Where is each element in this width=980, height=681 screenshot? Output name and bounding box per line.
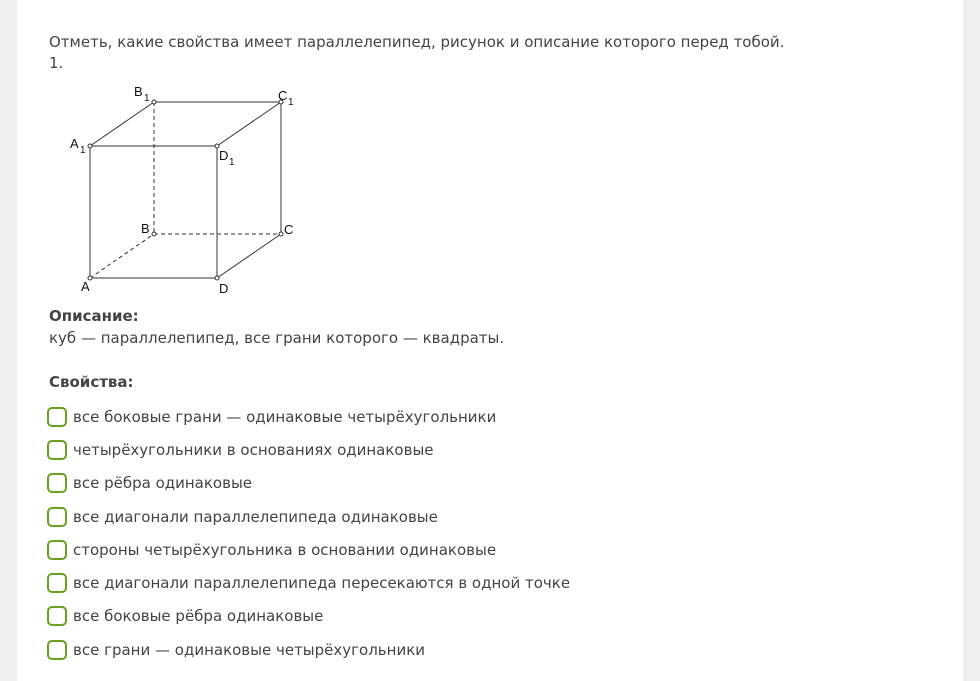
vertex-b (152, 232, 156, 236)
vertex-a1 (88, 144, 92, 148)
option-row[interactable] (47, 638, 425, 662)
label-c1-sub: 1 (288, 97, 294, 108)
description-label: Описание: (49, 307, 139, 325)
option-label: все диагонали параллелепипеда одинаковые (73, 507, 438, 526)
edge-dc (217, 234, 281, 278)
option-label: стороны четырёхугольника в основании одинаковые (73, 540, 497, 559)
option-row[interactable] (47, 604, 323, 628)
checkbox[interactable] (47, 440, 67, 460)
checkbox[interactable] (47, 407, 67, 427)
option-row[interactable] (47, 471, 252, 495)
checkbox[interactable] (47, 473, 67, 493)
option-label: все рёбра одинаковые (73, 473, 253, 492)
checkbox[interactable] (47, 540, 67, 560)
vertex-d (215, 276, 219, 280)
option-label: все диагонали параллелепипеда пересекаются в одной точке (73, 573, 571, 592)
label-c: C (284, 222, 294, 237)
checkbox[interactable] (47, 507, 67, 527)
option-label: все грани — одинаковые четырёхугольники (73, 640, 426, 659)
option-row[interactable] (47, 505, 438, 529)
label-d1-sub: 1 (229, 157, 235, 168)
option-row[interactable] (47, 538, 496, 562)
checkbox[interactable] (47, 573, 67, 593)
label-b: B (141, 221, 150, 236)
label-d1: D (219, 148, 229, 163)
label-c1: C (278, 88, 288, 103)
description-text: куб — параллелепипед, все грани которого — квадраты. (49, 329, 505, 347)
edge-a1b1 (90, 102, 154, 146)
option-label: все боковые рёбра одинаковые (73, 606, 324, 625)
cube-figure (47, 82, 307, 300)
option-row[interactable] (47, 405, 496, 429)
checkbox[interactable] (47, 606, 67, 626)
label-a1-sub: 1 (80, 145, 86, 156)
label-b1-sub: 1 (144, 93, 150, 104)
label-d: D (219, 281, 229, 296)
edge-d1c1 (217, 102, 281, 146)
properties-label: Свойства: (49, 373, 134, 391)
option-label: все боковые грани — одинаковые четырёхугольники (73, 407, 497, 426)
option-label: четырёхугольники в основаниях одинаковые (73, 440, 434, 459)
edge-ab-hidden (90, 234, 154, 278)
label-a: A (81, 279, 90, 294)
vertex-b1 (152, 100, 156, 104)
option-row[interactable] (47, 571, 570, 595)
vertex-c (279, 232, 283, 236)
task-card (17, 0, 963, 681)
question-number: 1. (49, 54, 64, 72)
label-b1: B (134, 84, 143, 99)
label-a1: A (70, 136, 79, 151)
option-row[interactable] (47, 438, 434, 462)
question-text: Отметь, какие свойства имеет параллелепипед, рисунок и описание которого перед тобой. (49, 33, 785, 51)
checkbox[interactable] (47, 640, 67, 660)
